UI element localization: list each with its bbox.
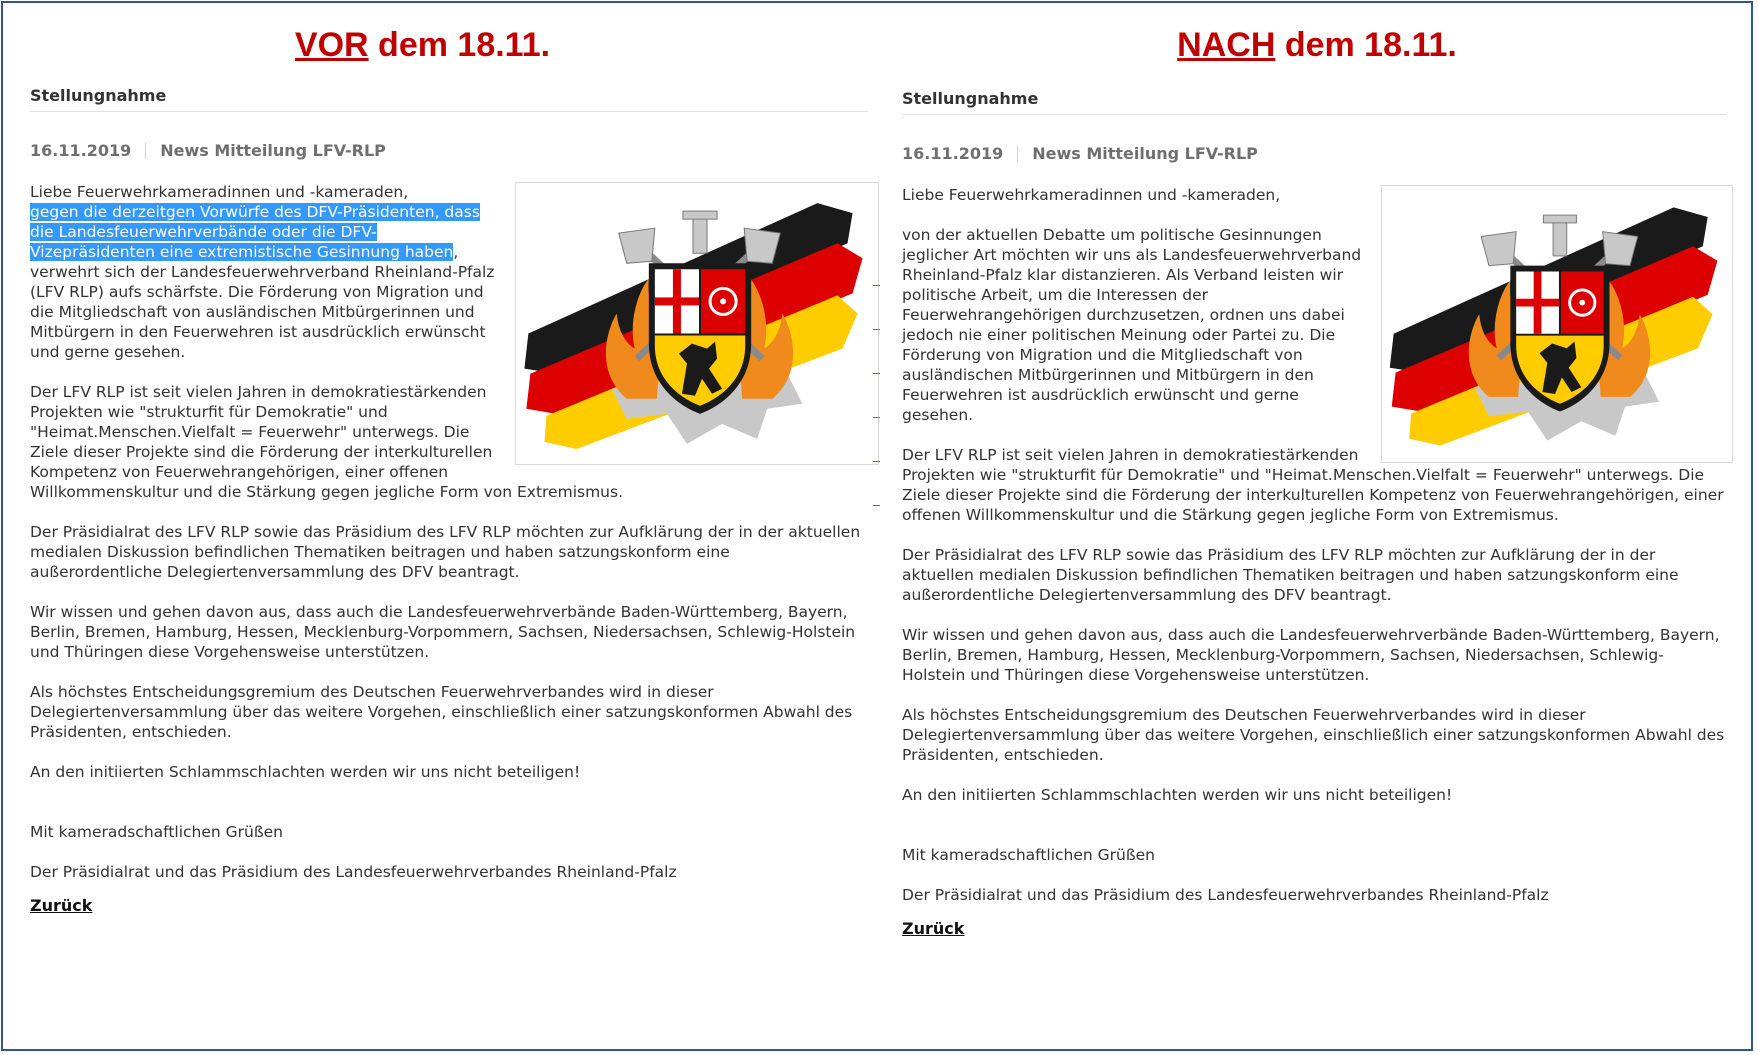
before-heading-keyword: VOR bbox=[294, 26, 369, 64]
before-signature: Der Präsidialrat und das Präsidium des Landesfeuerwehrverbandes Rheinland-Pfalz bbox=[30, 863, 677, 881]
before-section-title: Stellungnahme bbox=[30, 86, 167, 105]
before-paragraph-4: Wir wissen und gehen davon aus, dass auch die Landesfeuerwehrverbände Baden-Württemberg, Bayern, Berlin, Bremen, Hamburg, Hessen, Mecklenburg-Vorpommern, Sachsen, Niedersachsen, Schlewig-Holstein und Thüringen diese Vorgehensweise unterstützen. bbox=[30, 603, 856, 661]
divider-tick bbox=[873, 285, 880, 286]
after-paragraph-1: von der aktuellen Debatte um politische Gesinnungen jeglicher Art möchten wir uns als Landesfeuerwehrverband Rheinland-Pfalz klar distanzieren. Als Verband leisten wir politische Arbeit, um die Interessen der Feuerwehrangehörigen durchzusetzen, ordnen uns dabei jedoch nie einer politischen Meinung oder Partei zu. Die Förderung von Migration und die Mitgliedschaft von ausländischen Mitbürgerinnen und Mitbürgern in den Feuerwehren ist ausdrücklich erwünscht und gerne gesehen. bbox=[902, 226, 1362, 424]
before-divider bbox=[30, 111, 868, 112]
after-meta bbox=[902, 144, 1732, 163]
before-greeting: Liebe Feuerwehrkameradinnen und -kameraden, bbox=[30, 183, 409, 201]
before-article-body bbox=[30, 182, 865, 916]
after-greeting: Liebe Feuerwehrkameradinnen und -kameraden, bbox=[902, 186, 1281, 204]
after-meta-separator bbox=[1017, 146, 1018, 162]
after-paragraph-3: Der Präsidialrat des LFV RLP sowie das Präsidium des LFV RLP möchten zur Aufklärung der in der aktuellen medialen Diskussion befindlichen Thematiken beitragen und haben satzungskonform eine außerordentliche Delegiertenversammlung des DFV beantragt. bbox=[902, 546, 1679, 604]
after-paragraph-6: An den initiierten Schlammschlachten werden wir uns nicht beteiligen! bbox=[902, 786, 1453, 804]
divider-tick bbox=[873, 373, 880, 374]
after-section-title: Stellungnahme bbox=[902, 89, 1039, 108]
before-heading bbox=[0, 26, 845, 65]
after-back-link[interactable]: Zurück bbox=[902, 919, 965, 938]
before-meta-separator bbox=[145, 143, 146, 159]
before-paragraph-3: Der Präsidialrat des LFV RLP sowie das Präsidium des LFV RLP möchten zur Aufklärung der in der aktuellen medialen Diskussion befindlichen Thematiken beitragen und haben satzungskonform eine außerordentliche Delegiertenversammlung des DFV beantragt. bbox=[30, 523, 861, 581]
divider-tick bbox=[873, 417, 880, 418]
after-divider bbox=[902, 114, 1727, 115]
before-back-link[interactable]: Zurück bbox=[30, 896, 93, 915]
before-paragraph-2: Der LFV RLP ist seit vielen Jahren in demokratiestärkenden Projekten wie "strukturfit für Demokratie" und "Heimat.Menschen.Vielfalt = Feuerwehr" unterwegs. Die Ziele dieser Projekte sind die Förderung der interkulturellen Kompetenz von Feuerwehrangehörigen, einer offenen Willkommenskultur und die Stärkung gegen jegliche Form von Extremismus. bbox=[30, 383, 623, 501]
before-paragraph-1: , verwehrt sich der Landesfeuerwehrverband Rheinland-Pfalz (LFV RLP) aufs schärfste. Die Förderung von Migration und die Mitgliedschaft von ausländischen Mitbürgerinnen und Mitbürgern in den Feuerwehren ist ausdrücklich erwünscht und gerne gesehen. bbox=[30, 243, 495, 361]
after-heading-rest: dem 18.11. bbox=[1275, 26, 1457, 64]
before-section-header bbox=[30, 86, 868, 112]
before-date: 16.11.2019 bbox=[30, 141, 132, 160]
after-heading bbox=[902, 26, 1732, 65]
after-signature: Der Präsidialrat und das Präsidium des Landesfeuerwehrverbandes Rheinland-Pfalz bbox=[902, 886, 1549, 904]
before-category: News Mitteilung LFV-RLP bbox=[160, 141, 386, 160]
before-heading-rest: dem 18.11. bbox=[368, 26, 551, 64]
before-paragraph-6: An den initiierten Schlammschlachten werden wir uns nicht beteiligen! bbox=[30, 763, 581, 781]
after-heading-keyword: NACH bbox=[1177, 26, 1276, 64]
after-article-body bbox=[902, 185, 1727, 939]
divider-tick bbox=[873, 505, 880, 506]
before-highlighted-text: gegen die derzeitgen Vorwürfe des DFV-Präsidenten, dass die Landesfeuerwehrverbände oder die DFV-Vizepräsidenten eine extremistische Gesinnung haben bbox=[30, 203, 480, 261]
before-paragraph-5: Als höchstes Entscheidungsgremium des Deutschen Feuerwehrverbandes wird in dieser Delegiertenversammlung über das weitere Vorgehen, einschließlich einer satzungskonformen Abwahl des Präsidenten, entschieden. bbox=[30, 683, 853, 741]
after-category: News Mitteilung LFV-RLP bbox=[1032, 144, 1258, 163]
before-meta bbox=[30, 141, 875, 160]
after-date: 16.11.2019 bbox=[902, 144, 1004, 163]
after-paragraph-5: Als höchstes Entscheidungsgremium des Deutschen Feuerwehrverbandes wird in dieser Delegiertenversammlung über das weitere Vorgehen, einschließlich einer satzungskonformen Abwahl des Präsidenten, entschieden. bbox=[902, 706, 1725, 764]
before-closing: Mit kameradschaftlichen Grüßen bbox=[30, 823, 283, 841]
after-closing: Mit kameradschaftlichen Grüßen bbox=[902, 846, 1155, 864]
after-section-header bbox=[902, 89, 1727, 115]
after-paragraph-2: Der LFV RLP ist seit vielen Jahren in demokratiestärkenden Projekten wie "strukturfit für Demokratie" und "Heimat.Menschen.Vielfalt = Feuerwehr" unterwegs. Die Ziele dieser Projekte sind die Förderung der interkulturellen Kompetenz von Feuerwehrangehörigen, einer offenen Willkommenskultur und die Stärkung gegen jegliche Form von Extremismus. bbox=[902, 446, 1724, 524]
divider-tick bbox=[873, 461, 880, 462]
after-paragraph-4: Wir wissen und gehen davon aus, dass auch die Landesfeuerwehrverbände Baden-Württemberg, Bayern, Berlin, Bremen, Hamburg, Hessen, Mecklenburg-Vorpommern, Sachsen, Niedersachsen, Schlewig-Holstein und Thüringen diese Vorgehensweise unterstützen. bbox=[902, 626, 1720, 684]
divider-tick bbox=[873, 329, 880, 330]
